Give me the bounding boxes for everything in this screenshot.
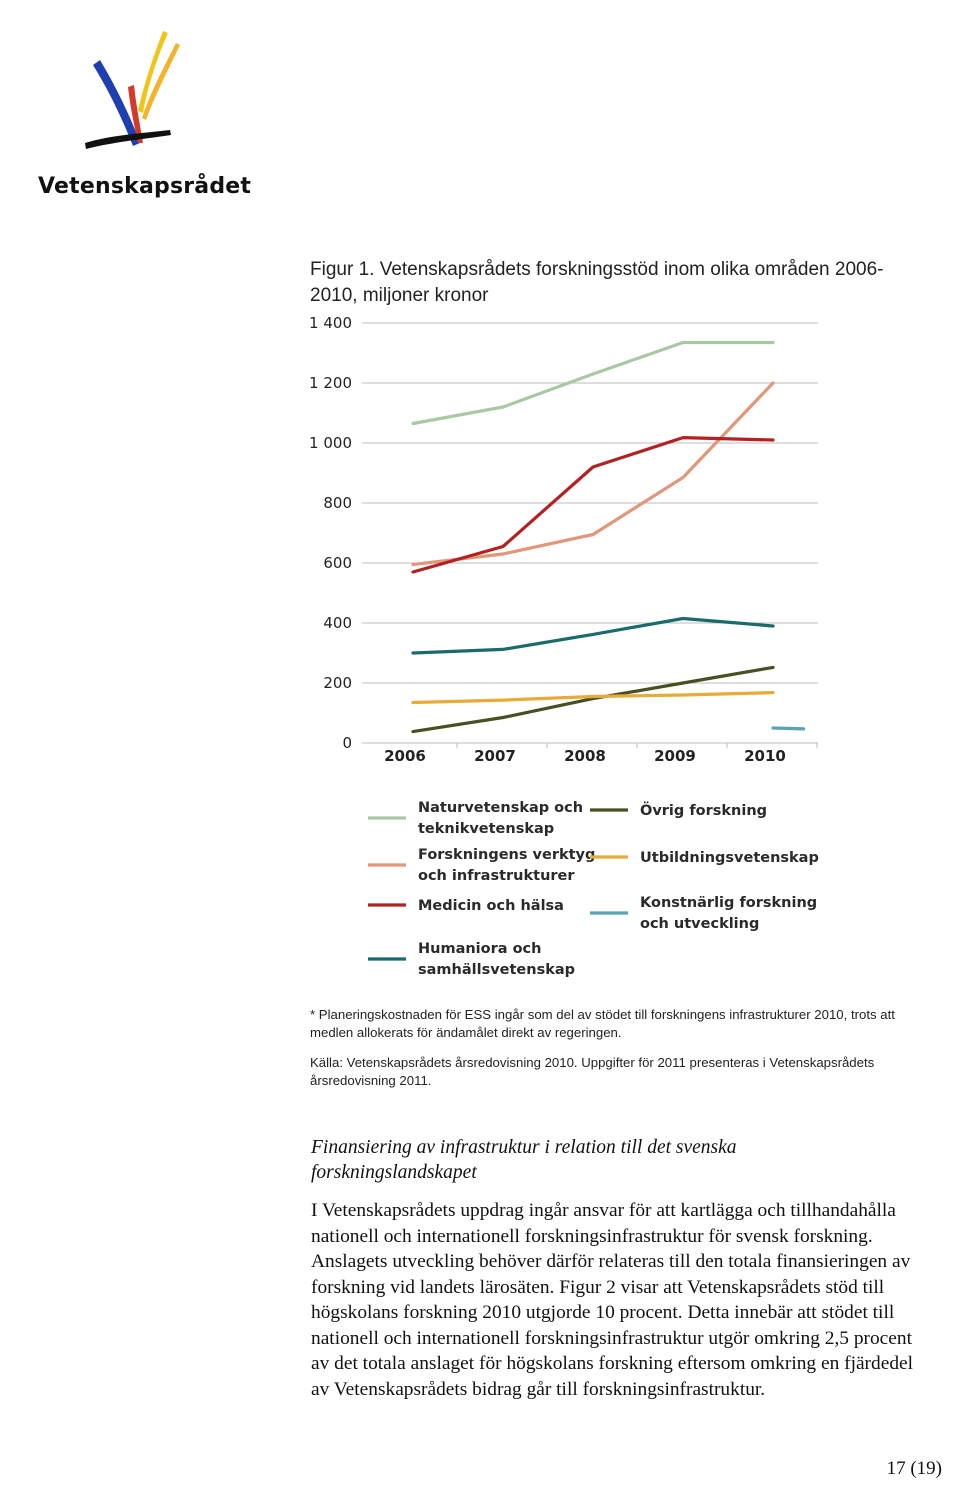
y-tick-label: 600 (323, 554, 352, 572)
legend-label: Humaniora och (418, 941, 542, 957)
logo-text: Vetenskapsrådet (38, 174, 252, 199)
y-tick-label: 200 (323, 674, 352, 692)
footnote: * Planeringskostnaden för ESS ingår som del av stödet till forskningens infrastrukturer 2010, trots att medlen allokerats för ändamålet direkt av regeringen. (310, 1007, 895, 1040)
chart-legend (368, 800, 819, 978)
x-tick-label: 2010 (744, 747, 786, 765)
legend-label: samhällsvetenskap (418, 962, 576, 978)
legend-label: Medicin och hälsa (418, 898, 564, 914)
series-line (413, 619, 773, 654)
figure-caption (310, 257, 910, 309)
x-tick-label: 2008 (564, 747, 606, 765)
body-paragraph: I Vetenskapsrådets uppdrag ingår ansvar för att kartlägga och tillhandahålla nationell och internationell forskningsinfrastruktur för svensk forskning. Anslagets utveckling behöver därför relateras till den totala finansieringen av forskning vid landets lärosäten. Figur 2 visar att Vetenskapsrådets stöd till högskolans forskning 2010 utgjorde 10 procent. Detta innebär att stödet till nationell och internationell forskningsinfrastruktur utgör omkring 2,5 procent av det totala anslaget för högskolans forskning eftersom omkring en fjärdedel av Vetenskapsrådets bidrag går till forskningsinfrastruktur. (311, 1200, 914, 1400)
legend-label: Övrig forskning (640, 803, 768, 819)
series-line (413, 438, 773, 572)
series-line (413, 383, 773, 565)
x-tick-label: 2006 (384, 747, 426, 765)
y-tick-label: 400 (323, 614, 352, 632)
figure-caption-title: Vetenskapsrådets forskningsstöd inom olika områden 2006-2010 (310, 259, 884, 306)
legend-label: Forskningens verktyg (418, 847, 596, 863)
series-line (413, 693, 773, 703)
legend-label: Utbildningsvetenskap (640, 850, 819, 866)
x-tick-label: 2009 (654, 747, 696, 765)
chart-series (413, 343, 804, 732)
y-tick-label: 1 400 (309, 314, 352, 332)
line-chart (300, 305, 840, 995)
y-tick-label: 800 (323, 494, 352, 512)
y-axis-ticks (309, 314, 352, 752)
figure-caption-prefix: Figur 1. (310, 259, 380, 280)
y-tick-label: 1 200 (309, 374, 352, 392)
y-tick-label: 1 000 (309, 434, 352, 452)
section-heading: Finansiering av infrastruktur i relation till det svenska forskningslandskapet (311, 1137, 737, 1183)
legend-label: Naturvetenskap och (418, 800, 584, 816)
legend-label: teknikvetenskap (418, 821, 555, 837)
legend-label: och utveckling (640, 916, 760, 932)
source-note: Källa: Vetenskapsrådets årsredovisning 2010. Uppgifter för 2011 presenteras i Vetenskapsrådets årsredovisning 2011. (310, 1055, 875, 1088)
series-line (773, 728, 804, 729)
y-tick-label: 0 (342, 734, 352, 752)
legend-label: Konstnärlig forskning (640, 895, 818, 911)
x-tick-label: 2007 (474, 747, 516, 765)
chart-grid (362, 323, 818, 743)
page-number: 17 (19) (886, 1458, 942, 1479)
x-axis-ticks (384, 743, 817, 765)
figure-caption-suffix: , miljoner kronor (352, 285, 489, 306)
legend-label: och infrastrukturer (418, 868, 575, 884)
